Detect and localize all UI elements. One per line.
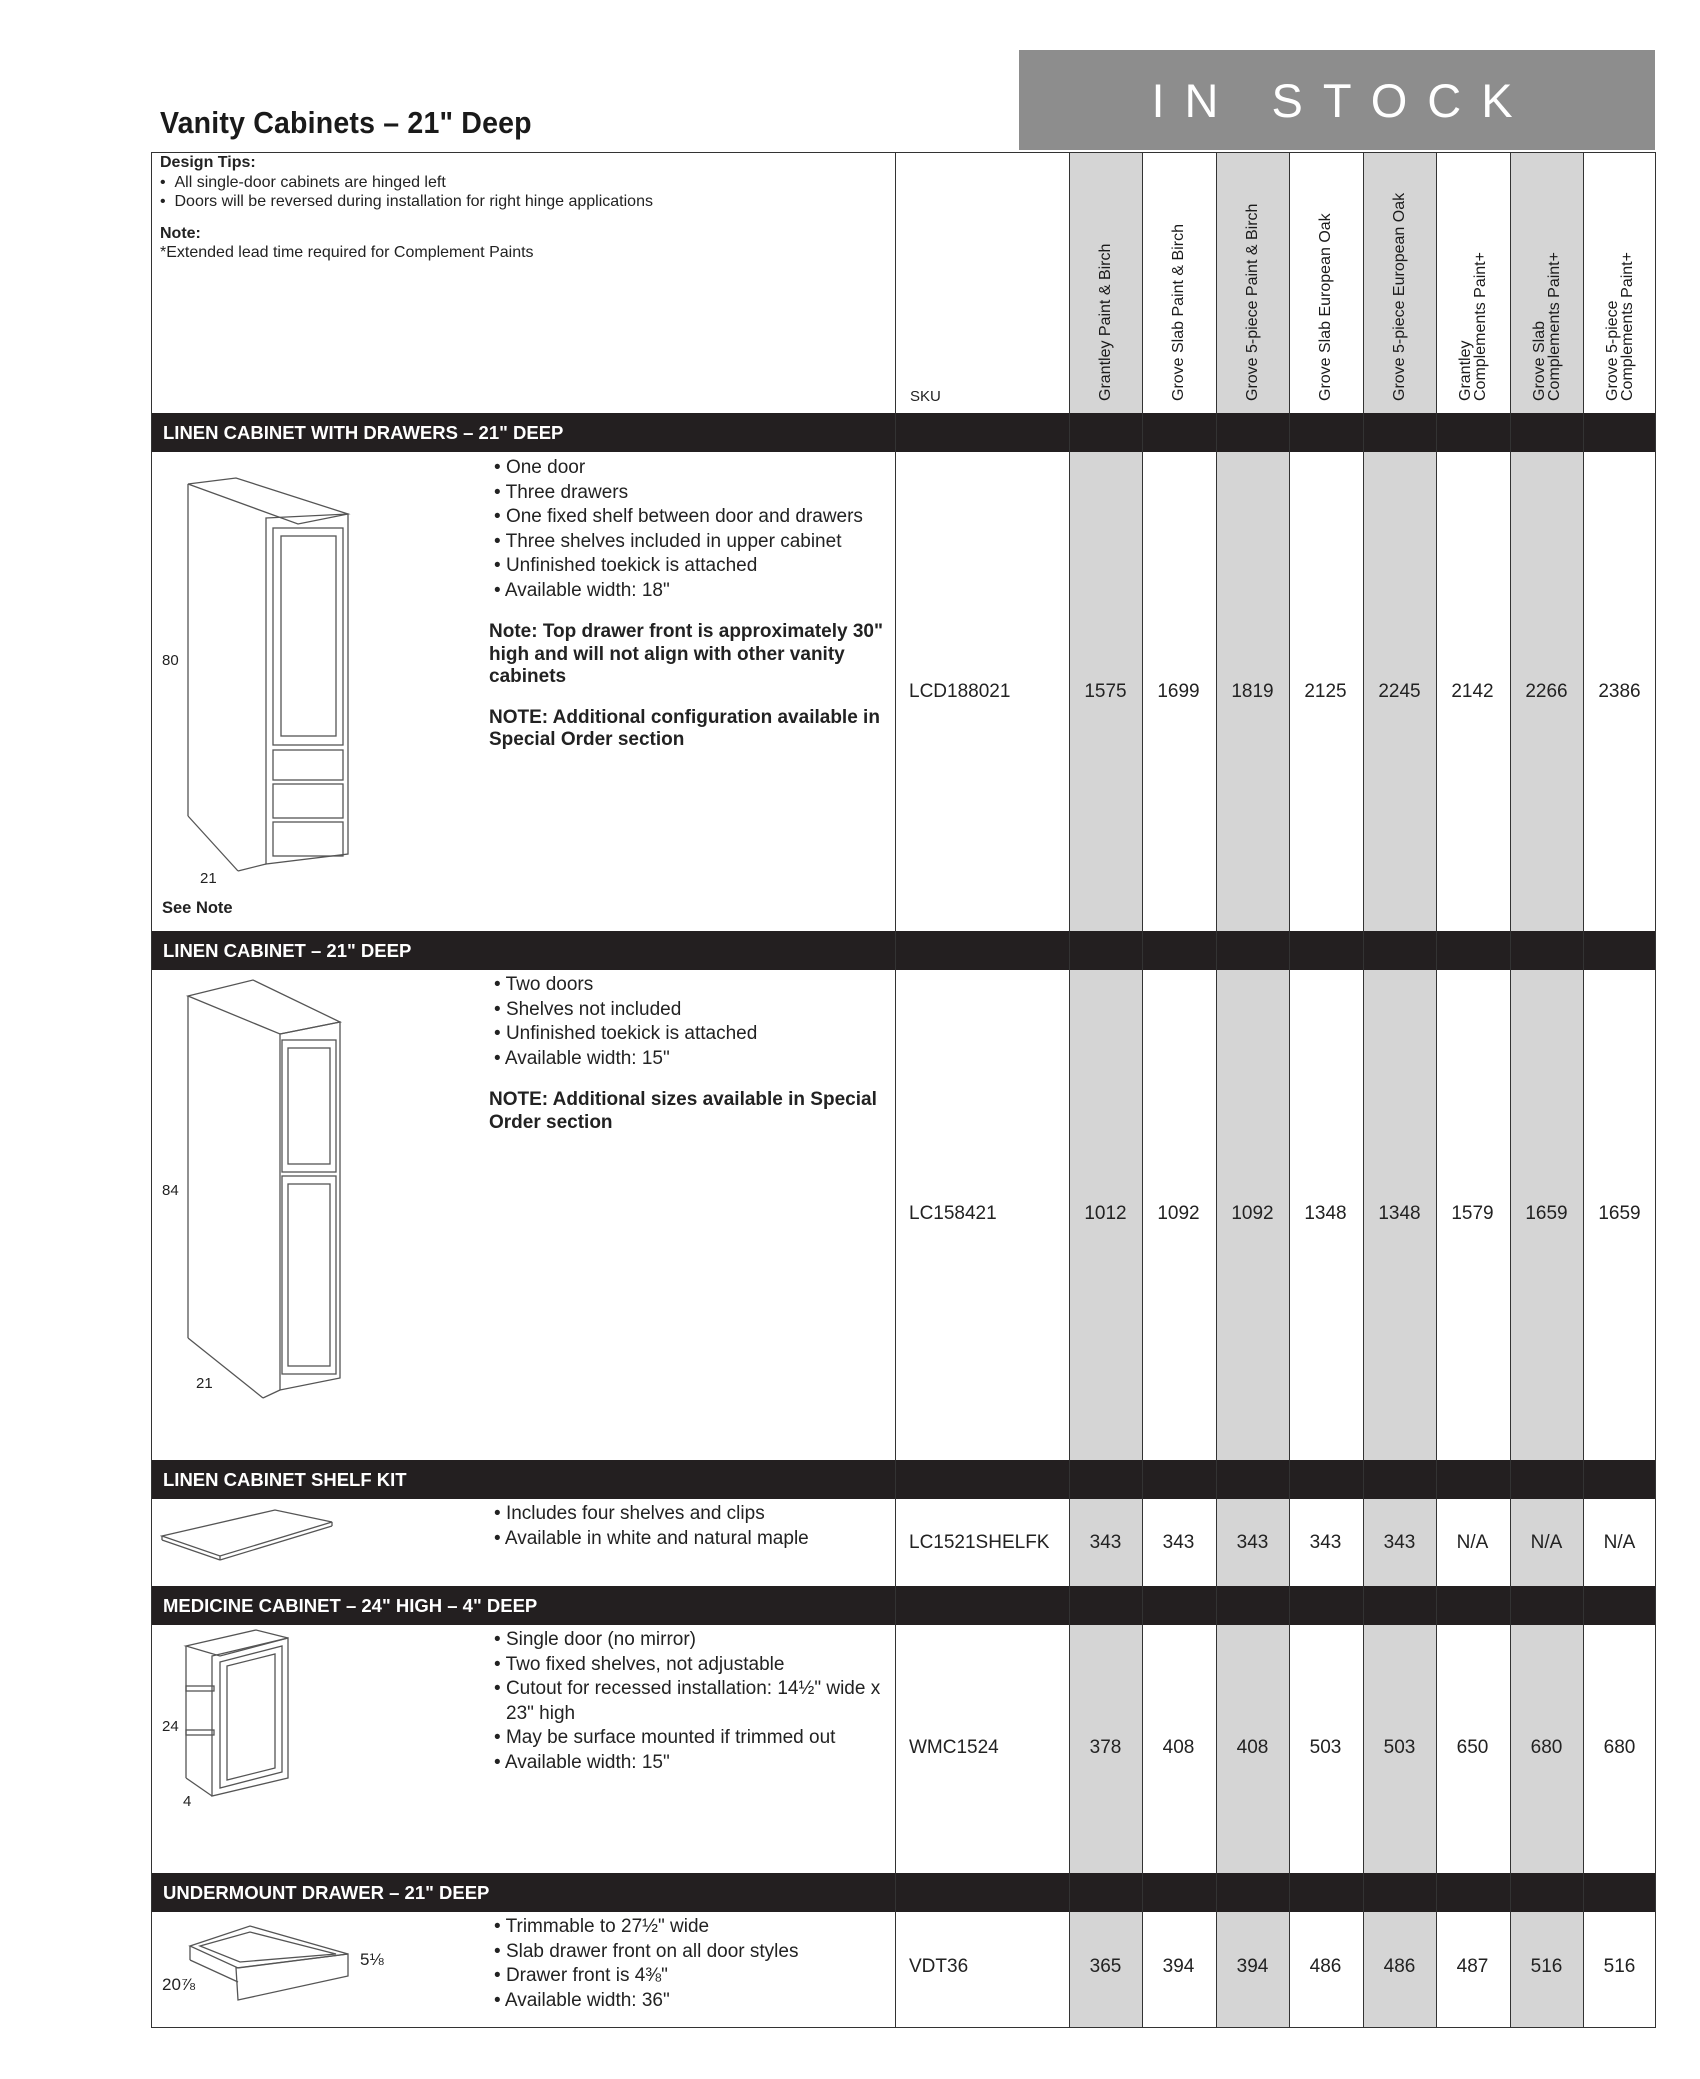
section-title-undermount-drawer: UNDERMOUNT DRAWER – 21" DEEP: [151, 1873, 1655, 1912]
price-cell: 1659: [1598, 1203, 1641, 1224]
price-cell: 2266: [1525, 681, 1568, 702]
price-cell: 1699: [1157, 681, 1200, 702]
feature-item: • One fixed shelf between door and drawers: [489, 505, 889, 530]
feature-item: • Slab drawer front on all door styles: [489, 1940, 889, 1965]
price-cell: 343: [1383, 1532, 1416, 1553]
dim-height: 5⅛: [360, 1950, 384, 1969]
grid-line: [151, 2027, 1656, 2028]
feature-item: • Trimmable to 27½" wide: [489, 1915, 889, 1940]
feature-item: • Three drawers: [489, 481, 889, 506]
col-header-grove-slab-complements: Grove Slab Complements Paint+: [1530, 252, 1563, 401]
price-cell: 343: [1309, 1532, 1342, 1553]
col-header-grove-5pc-oak: Grove 5-piece European Oak: [1390, 192, 1408, 401]
price-cell: 1348: [1378, 1203, 1421, 1224]
shelf-kit-description: [489, 1502, 889, 1551]
dim-height: 24: [162, 1718, 179, 1735]
price-cell: 408: [1236, 1737, 1269, 1758]
feature-item: • Available width: 15": [489, 1047, 889, 1072]
price-cell: N/A: [1603, 1532, 1636, 1553]
section-title-medicine-cabinet: MEDICINE CABINET – 24" HIGH – 4" DEEP: [151, 1586, 1655, 1625]
page-title: Vanity Cabinets – 21" Deep: [160, 105, 532, 140]
price-cell: 1012: [1084, 1203, 1127, 1224]
col-header-grove-5pc-complements: Grove 5-piece Complements Paint+: [1603, 252, 1636, 401]
price-cell: 378: [1089, 1737, 1122, 1758]
undermount-drawer-description: [489, 1915, 889, 2013]
sku: VDT36: [909, 1956, 969, 1977]
feature-item: • Cutout for recessed installation: 14½" wide x 23" high: [489, 1677, 889, 1726]
col-header-grove-slab-oak: Grove Slab European Oak: [1316, 213, 1334, 401]
feature-item: • Drawer front is 4⅜": [489, 1964, 889, 1989]
medicine-cabinet-drawing: [180, 1628, 300, 1808]
price-cell: 1659: [1525, 1203, 1568, 1224]
feature-item: • Available in white and natural maple: [489, 1527, 889, 1552]
feature-item: • Available width: 15": [489, 1751, 889, 1776]
col-header-grantley-complements: Grantley Complements Paint+: [1456, 252, 1489, 401]
col-header-grantley-paint-birch: Grantley Paint & Birch: [1096, 243, 1114, 401]
feature-item: • Two doors: [489, 973, 889, 998]
dim-depth: 4: [183, 1793, 192, 1810]
price-cell: 1575: [1084, 681, 1127, 702]
price-cell: 503: [1383, 1737, 1416, 1758]
design-tip-item: • Doors will be reversed during installation for right hinge applications: [160, 193, 653, 210]
dim-height: 84: [162, 1182, 179, 1199]
price-cell: 343: [1162, 1532, 1195, 1553]
feature-item: • Two fixed shelves, not adjustable: [489, 1653, 889, 1678]
feature-item: • Includes four shelves and clips: [489, 1502, 889, 1527]
sku: LC158421: [909, 1203, 997, 1224]
dim-depth: 21: [200, 870, 217, 887]
feature-item: • Unfinished toekick is attached: [489, 1022, 889, 1047]
linen-drawers-description: [489, 456, 889, 752]
section-title-linen-cabinet: LINEN CABINET – 21" DEEP: [151, 931, 1655, 970]
feature-item: • Unfinished toekick is attached: [489, 554, 889, 579]
sku: WMC1524: [909, 1737, 999, 1758]
price-cell: N/A: [1530, 1532, 1563, 1553]
price-cell: 394: [1236, 1956, 1269, 1977]
price-cell: 516: [1530, 1956, 1563, 1977]
price-cell: 680: [1603, 1737, 1636, 1758]
sizes-note: NOTE: Additional sizes available in Special Order section: [489, 1089, 877, 1133]
medicine-cabinet-description: [489, 1628, 889, 1775]
note-text: *Extended lead time required for Complement Paints: [160, 244, 534, 261]
price-cell: 2386: [1598, 681, 1641, 702]
col-header-grove-slab-paint-birch: Grove Slab Paint & Birch: [1169, 224, 1187, 401]
price-cell: N/A: [1456, 1532, 1489, 1553]
price-cell: 408: [1162, 1737, 1195, 1758]
feature-item: • One door: [489, 456, 889, 481]
price-cell: 1092: [1231, 1203, 1274, 1224]
linen-cabinet-description: [489, 973, 889, 1134]
grid-line: [895, 152, 896, 2028]
undermount-drawer-drawing: [188, 1920, 353, 2010]
sku: LC1521SHELFK: [909, 1532, 1050, 1553]
price-cell: 2142: [1451, 681, 1494, 702]
design-tip-item: • All single-door cabinets are hinged left: [160, 173, 446, 191]
price-cell: 1579: [1451, 1203, 1494, 1224]
design-tips-heading: Design Tips:: [160, 154, 256, 171]
note-heading: Note:: [160, 224, 201, 242]
dim-depth: 21: [196, 1375, 213, 1392]
sku-header: SKU: [910, 388, 941, 405]
price-cell: 486: [1383, 1956, 1416, 1977]
linen-drawers-drawing: [178, 476, 358, 886]
linen-cabinet-drawing: [178, 978, 358, 1408]
feature-item: • Single door (no mirror): [489, 1628, 889, 1653]
feature-item: • Available width: 18": [489, 579, 889, 604]
price-cell: 343: [1089, 1532, 1122, 1553]
section-title-shelf-kit: LINEN CABINET SHELF KIT: [151, 1460, 1655, 1499]
shelf-kit-drawing: [160, 1506, 340, 1576]
price-cell: 680: [1530, 1737, 1563, 1758]
price-cell: 2245: [1378, 681, 1421, 702]
dim-depth: 20⅞: [162, 1975, 196, 1994]
price-cell: 516: [1603, 1956, 1636, 1977]
sku: LCD188021: [909, 681, 1011, 702]
in-stock-banner: IN STOCK: [1019, 50, 1655, 150]
config-note: NOTE: Additional configuration available in Special Order section: [489, 706, 880, 750]
price-cell: 365: [1089, 1956, 1122, 1977]
price-cell: 1092: [1157, 1203, 1200, 1224]
price-cell: 486: [1309, 1956, 1342, 1977]
feature-item: • Available width: 36": [489, 1989, 889, 2014]
price-cell: 2125: [1304, 681, 1347, 702]
price-cell: 1348: [1304, 1203, 1347, 1224]
design-tips: [160, 153, 880, 263]
feature-item: • May be surface mounted if trimmed out: [489, 1726, 889, 1751]
price-cell: 487: [1456, 1956, 1489, 1977]
grid-line: [151, 152, 152, 2028]
price-cell: 503: [1309, 1737, 1342, 1758]
dim-height: 80: [162, 652, 179, 669]
section-title-linen-drawers: LINEN CABINET WITH DRAWERS – 21" DEEP: [151, 413, 1655, 452]
price-cell: 650: [1456, 1737, 1489, 1758]
feature-item: • Shelves not included: [489, 998, 889, 1023]
see-note: See Note: [162, 899, 233, 917]
price-cell: 1819: [1231, 681, 1274, 702]
grid-line: [151, 152, 1656, 153]
price-cell: 394: [1162, 1956, 1195, 1977]
feature-item: • Three shelves included in upper cabinet: [489, 530, 889, 555]
col-header-grove-5pc-paint-birch: Grove 5-piece Paint & Birch: [1243, 203, 1261, 401]
price-cell: 343: [1236, 1532, 1269, 1553]
drawer-note: Note: Top drawer front is approximately 30" high and will not align with other vanity cabinets: [489, 621, 884, 687]
